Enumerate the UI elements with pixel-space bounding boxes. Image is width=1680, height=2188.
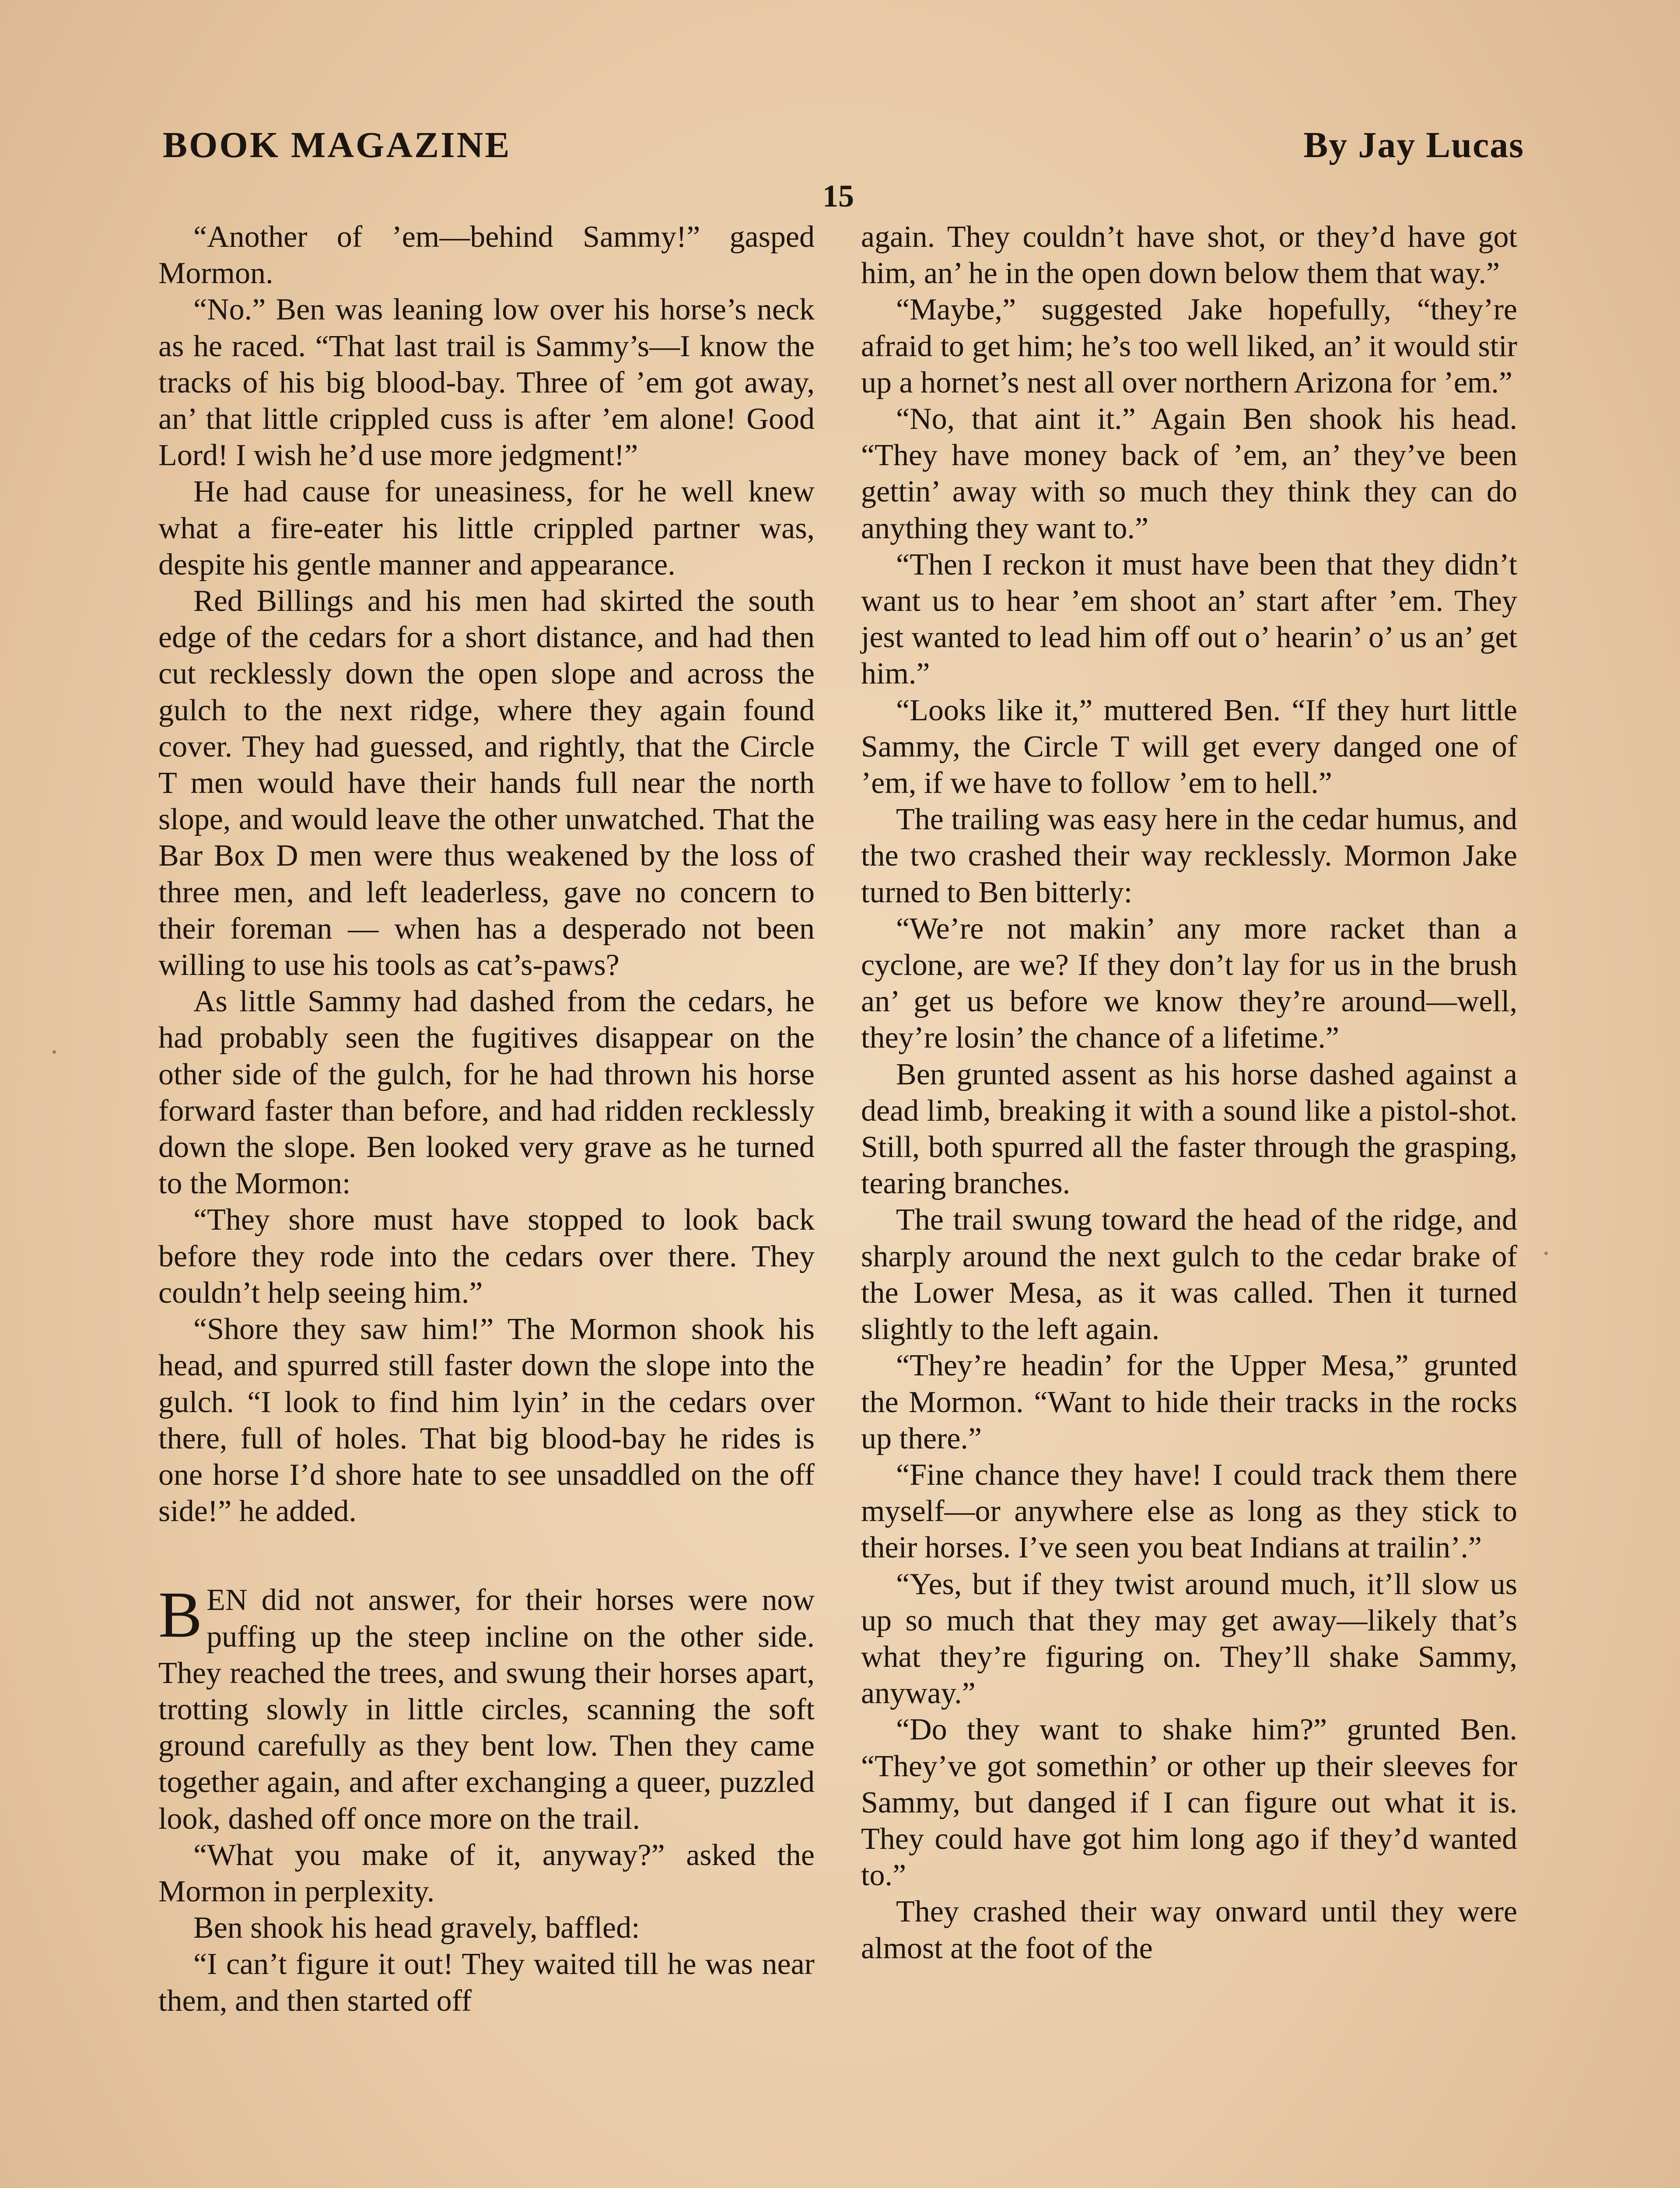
paper-speck: [52, 1050, 56, 1054]
paragraph: “Shore they saw him!” The Mormon shook his head, and spurred still faster down the slope into the gulch. “I look to find him lyin’ in the cedars over there, full of holes. That big blood-bay he rides is one horse I’d shore hate to see unsaddled on the off side!” he added.: [158, 1312, 815, 1529]
paragraph: “Then I reckon it must have been that they didn’t want us to hear ’em shoot an’ start after ’em. They jest wanted to lead him off out o’ hearin’ o’ us an’ get him.”: [861, 547, 1517, 691]
paragraph: Red Billings and his men had skirted the south edge of the cedars for a short distance, and had then cut recklessly down the open slope and across the gulch to the next ridge, where they again found cover. They had guessed, and rightly, that the Circle T men would have their hands full near the north slope, and would leave the other unwatched. That the Bar Box D men were thus weakened by the loss of three men, and left leaderless, gave no concern to their foreman — when has a desperado not been willing to use his tools as cat’s-paws?: [158, 584, 815, 982]
paragraph: As little Sammy had dashed from the cedars, he had probably seen the fugitives disappear on the other side of the gulch, for he had thrown his horse forward faster than before, and had ridden recklessly down the slope. Ben looked very grave as he turned to the Mormon:: [158, 985, 815, 1201]
paragraph: “No, that aint it.” Again Ben shook his head. “They have money back of ’em, an’ they’ve been gettin’ away with so much they think they can do anything they want to.”: [861, 402, 1517, 545]
paragraph: “I can’t figure it out! They waited till he was near them, and then started off: [158, 1947, 815, 2018]
paragraph: The trail swung toward the head of the ridge, and sharply around the next gulch to the cedar brake of the Lower Mesa, as it was called. Then it turned slightly to the left again.: [861, 1203, 1517, 1346]
paragraph: Ben shook his head gravely, baffled:: [193, 1911, 640, 1945]
paragraph: “Fine chance they have! I could track them there myself—or anywhere else as long as they stick to their horses. I’ve seen you beat Indians at trailin’.”: [861, 1458, 1517, 1565]
paragraph: “Do they want to shake him?” grunted Ben. “They’ve got somethin’ or other up their sleeves for Sammy, but danged if I can figure out what it is. They could have got him long ago if they’d wanted to.”: [861, 1713, 1517, 1893]
page-number: 15: [822, 179, 854, 214]
drop-cap: B: [158, 1578, 203, 1652]
paragraph: “No.” Ben was leaning low over his horse’s neck as he raced. “That last trail is Sammy’s—I know the tracks of his big blood-bay. Three of ’em got away, an’ that little crippled cuss is after ’em alone! Good Lord! I wish he’d use more jedgment!”: [158, 293, 815, 473]
left-column: [158, 219, 815, 2019]
paragraph: “Maybe,” suggested Jake hopefully, “they’re afraid to get him; he’s too well liked, an’ it would stir up a hornet’s nest all over northern Arizona for ’em.”: [861, 293, 1517, 400]
paragraph: “We’re not makin’ any more racket than a cyclone, are we? If they don’t lay for us in the brush an’ get us before we know they’re around—well, they’re losin’ the chance of a lifetime.”: [861, 912, 1517, 1055]
paragraph: “What you make of it, anyway?” asked the Mormon in perplexity.: [158, 1838, 815, 1908]
paper-speck: [1544, 1252, 1548, 1255]
paragraph: “They shore must have stopped to look back before they rode into the cedars over there. They couldn’t help seeing him.”: [158, 1203, 815, 1310]
paragraph: “Looks like it,” muttered Ben. “If they hurt little Sammy, the Circle T will get every danged one of ’em, if we have to follow ’em to hell.”: [861, 693, 1517, 800]
paragraph: Ben grunted assent as his horse dashed against a dead limb, breaking it with a sound like a pistol-shot. Still, both spurred all the faster through the grasping, tearing branches.: [861, 1057, 1517, 1201]
paragraph: He had cause for uneasiness, for he well knew what a fire-eater his little crippled partner was, despite his gentle manner and appearance.: [158, 475, 815, 582]
section-opening-text: EN did not answer, for their horses were now puffing up the steep incline on the other side. They reached the trees, and swung their horses apart, trotting slowly in little circles, scanning the soft ground carefully as they bent low. Then they came together again, and after exchanging a queer, puzzled look, dashed off once more on the trail.: [158, 1583, 815, 1836]
paragraph: “Yes, but if they twist around much, it’ll slow us up so much that they may get away—likely that’s what they’re figuring on. They’ll shake Sammy, anyway.”: [861, 1567, 1517, 1711]
paragraph: “They’re headin’ for the Upper Mesa,” grunted the Mormon. “Want to hide their tracks in the rocks up there.”: [861, 1349, 1517, 1455]
paragraph: The trailing was easy here in the cedar humus, and the two crashed their way recklessly. Mormon Jake turned to Ben bitterly:: [861, 803, 1517, 909]
paragraph: They crashed their way onward until they were almost at the foot of the: [861, 1895, 1517, 1965]
section-opening-paragraph: [158, 1578, 815, 1837]
paragraph: “Another of ’em—behind Sammy!” gasped Mormon.: [158, 220, 815, 291]
right-column: [861, 219, 1517, 1967]
author-byline: By Jay Lucas: [1303, 125, 1524, 165]
magazine-title: BOOK MAGAZINE: [163, 125, 511, 165]
paragraph: again. They couldn’t have shot, or they’d have got him, an’ he in the open down below them that way.”: [861, 220, 1517, 291]
section-break: [158, 1529, 815, 1582]
